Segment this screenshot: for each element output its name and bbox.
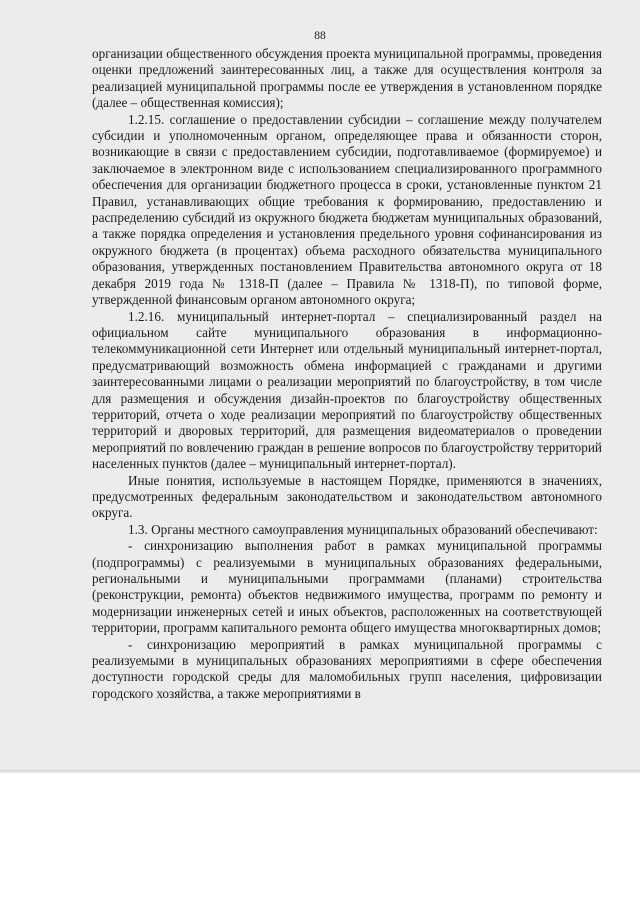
document-body <box>92 46 602 702</box>
paragraph-1-3: 1.3. Органы местного самоуправления муниципальных образований обеспечивают: <box>128 521 598 537</box>
paragraph-other-terms: Иные понятия, используемые в настоящем Порядке, применяются в значениях, предусмотренных федеральным законодательством и законодательством автономного округа. <box>92 472 602 521</box>
page-number: 88 <box>314 30 326 42</box>
scan-edge <box>0 770 640 774</box>
list-item-sync-works: - синхронизацию выполнения работ в рамках муниципальной программы (подпрограммы) с реализуемыми в муниципальных образованиях федеральными, региональными и муниципальными программами (планами) строительства (реконструкции, ремонта) объектов недвижимого имущества, программ по ремонту и модернизации инженерных сетей и иных объектов, расположенных на соответствующей территории, программ капитального ремонта общего имущества многоквартирных домов; <box>92 538 602 636</box>
list-item-sync-activities: - синхронизацию мероприятий в рамках муниципальной программы с реализуемыми в муниципальных образованиях мероприятиями в сфере обеспечения доступности городской среды для маломобильных групп населения, цифровизации городского хозяйства, а также мероприятиями в <box>92 636 602 701</box>
paragraph-continuation: организации общественного обсуждения проекта муниципальной программы, проведения оценки предложений заинтересованных лиц, а также для осуществления контроля за реализацией муниципальной программы после ее утверждения в установленном порядке (далее – общественная комиссия); <box>92 46 602 111</box>
paragraph-1-2-16: 1.2.16. муниципальный интернет-портал – специализированный раздел на официальном сайте муниципального образования в информационно-телекоммуникационной сети Интернет или отдельный муниципальный интернет-портал, предусматривающий возможность обмена информацией с гражданами и другими заинтересованными лицами о реализации мероприятий по благоустройству, в том числе для размещения и обсуждения дизайн-проектов по благоустройству общественных территорий, отчета о ходе реализации мероприятий по благоустройству общественных территорий и дворовых территорий, для размещения видеоматериалов о проведении мероприятий по вовлечению граждан в решение вопросов по благоустройству территорий населенных пунктов (далее – муниципальный интернет-портал). <box>92 308 602 472</box>
paragraph-1-2-15: 1.2.15. соглашение о предоставлении субсидии – соглашение между получателем субсидии и уполномоченным органом, определяющее права и обязанности сторон, возникающие в связи с предоставлением субсидии, подготавливаемое (формируемое) и заключаемое в электронном виде с использованием специализированного программного обеспечения для организации бюджетного процесса в сроки, установленные пунктом 21 Правил, устанавливающих общие требования к формированию, предоставлению и распределению субсидий из окружного бюджета бюджетам муниципальных образований, а также порядка определения и установления предельного уровня софинансирования из окружного бюджета (в процентах) объема расходного обязательства муниципального образования, утвержденных постановлением Правительства автономного округа от 18 декабря 2019 года № 1318-П (далее – Правила № 1318-П), по типовой форме, утвержденной финансовым органом автономного округа; <box>92 111 602 308</box>
